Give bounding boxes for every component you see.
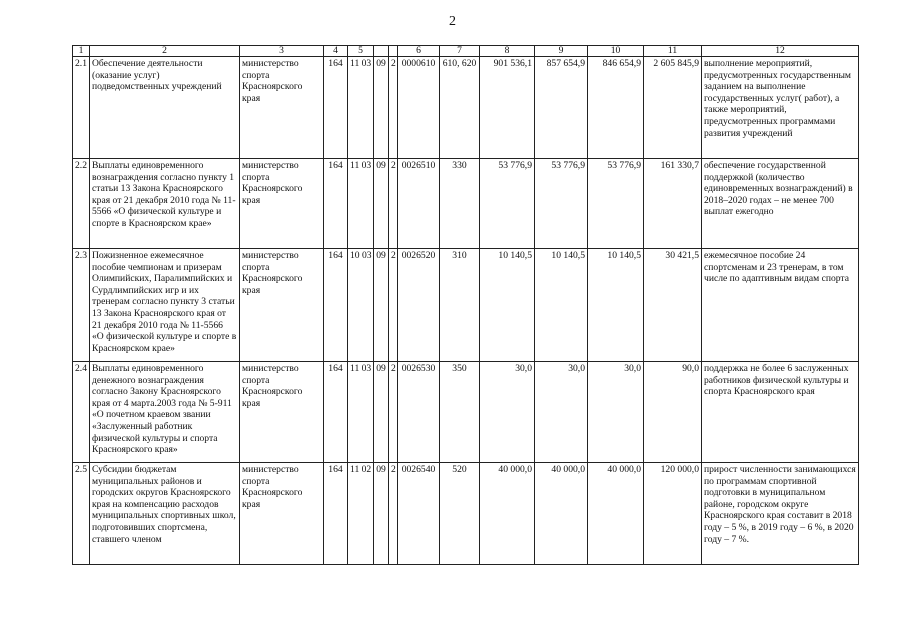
expected-result: обеспечение государственной поддержкой (количество единовременных вознаграждений) в 2018–2020 годах – не менее 700 выплат ежегодно bbox=[702, 159, 859, 249]
code-section: 11 03 bbox=[348, 57, 374, 159]
code-section: 11 03 bbox=[348, 362, 374, 463]
code-subprogram: 2 bbox=[389, 362, 398, 463]
measure-name: Субсидии бюджетам муниципальных районов и городских округов Красноярского края на компенсацию расходов муниципальных спортивных школ, подготовивших спортсмена, ставшего членом bbox=[90, 463, 240, 565]
amount-2019: 857 654,9 bbox=[535, 57, 588, 159]
table-row bbox=[73, 362, 859, 463]
expected-result: ежемесячное пособие 24 спортсменам и 23 тренерам, в том числе по адаптивным видам спорта bbox=[702, 249, 859, 362]
code-expense-type: 610, 620 bbox=[440, 57, 480, 159]
measure-name: Пожизненное ежемесячное пособие чемпионам и призерам Олимпийских, Паралимпийских и Сурдлимпийских игр и их тренерам согласно пункту 3 статьи 13 Закона Красноярского края от 21 декабря 2010 года № 11-5566 «О физической культуре и спорте в Красноярском крае» bbox=[90, 249, 240, 362]
code-grbs: 164 bbox=[324, 463, 348, 565]
amount-2018: 10 140,5 bbox=[480, 249, 535, 362]
code-target: 0026530 bbox=[398, 362, 440, 463]
table-header-row bbox=[73, 46, 859, 57]
code-section: 11 02 bbox=[348, 463, 374, 565]
column-header: 3 bbox=[240, 46, 324, 57]
code-subprogram: 2 bbox=[389, 463, 398, 565]
code-grbs: 164 bbox=[324, 57, 348, 159]
column-header: 6 bbox=[398, 46, 440, 57]
budget-table bbox=[72, 45, 859, 565]
column-header: 8 bbox=[480, 46, 535, 57]
code-target: 0000610 bbox=[398, 57, 440, 159]
code-program: 09 bbox=[374, 362, 389, 463]
code-program: 09 bbox=[374, 159, 389, 249]
table-row bbox=[73, 249, 859, 362]
amount-total: 161 330,7 bbox=[644, 159, 702, 249]
amount-2018: 53 776,9 bbox=[480, 159, 535, 249]
amount-total: 2 605 845,9 bbox=[644, 57, 702, 159]
amount-2019: 40 000,0 bbox=[535, 463, 588, 565]
column-header bbox=[389, 46, 398, 57]
code-expense-type: 310 bbox=[440, 249, 480, 362]
row-number: 2.3 bbox=[73, 249, 90, 362]
code-expense-type: 330 bbox=[440, 159, 480, 249]
amount-2020: 40 000,0 bbox=[588, 463, 644, 565]
amount-2019: 53 776,9 bbox=[535, 159, 588, 249]
expected-result: выполнение мероприятий, предусмотренных государственным заданием на выполнение государственных услуг( работ), а также мероприятий, предусмотренных программами развития учреждений bbox=[702, 57, 859, 159]
code-grbs: 164 bbox=[324, 362, 348, 463]
table-row bbox=[73, 463, 859, 565]
amount-2019: 30,0 bbox=[535, 362, 588, 463]
amount-2020: 846 654,9 bbox=[588, 57, 644, 159]
measure-name: Обеспечение деятельности (оказание услуг) подведомственных учреждений bbox=[90, 57, 240, 159]
column-header: 10 bbox=[588, 46, 644, 57]
page-number: 2 bbox=[449, 14, 456, 29]
amount-2020: 10 140,5 bbox=[588, 249, 644, 362]
table-row bbox=[73, 159, 859, 249]
code-program: 09 bbox=[374, 463, 389, 565]
column-header: 4 bbox=[324, 46, 348, 57]
code-subprogram: 2 bbox=[389, 249, 398, 362]
code-expense-type: 520 bbox=[440, 463, 480, 565]
row-number: 2.1 bbox=[73, 57, 90, 159]
responsible-ministry: министерство спорта Красноярского края bbox=[240, 463, 324, 565]
row-number: 2.4 bbox=[73, 362, 90, 463]
table-row bbox=[73, 57, 859, 159]
column-header: 12 bbox=[702, 46, 859, 57]
column-header: 1 bbox=[73, 46, 90, 57]
column-header: 5 bbox=[348, 46, 374, 57]
amount-2018: 901 536,1 bbox=[480, 57, 535, 159]
amount-2020: 30,0 bbox=[588, 362, 644, 463]
column-header: 2 bbox=[90, 46, 240, 57]
code-subprogram: 2 bbox=[389, 57, 398, 159]
code-program: 09 bbox=[374, 57, 389, 159]
column-header: 7 bbox=[440, 46, 480, 57]
expected-result: прирост численности занимающихся по программам спортивной подготовки в муниципальном районе, городском округе Красноярского края составит в 2018 году – 5 %, в 2019 году – 6 %, в 2020 году – 7 %. bbox=[702, 463, 859, 565]
code-target: 0026520 bbox=[398, 249, 440, 362]
code-grbs: 164 bbox=[324, 159, 348, 249]
amount-total: 90,0 bbox=[644, 362, 702, 463]
expected-result: поддержка не более 6 заслуженных работников физической культуры и спорта Красноярского края bbox=[702, 362, 859, 463]
code-expense-type: 350 bbox=[440, 362, 480, 463]
measure-name: Выплаты единовременного денежного вознаграждения согласно Закону Красноярского края от 4 марта.2003 года № 5-911 «О почетном краевом звании «Заслуженный работник физической культуры и спорта Красноярского края» bbox=[90, 362, 240, 463]
amount-2019: 10 140,5 bbox=[535, 249, 588, 362]
column-header: 11 bbox=[644, 46, 702, 57]
code-section: 11 03 bbox=[348, 159, 374, 249]
responsible-ministry: министерство спорта Красноярского края bbox=[240, 362, 324, 463]
responsible-ministry: министерство спорта Красноярского края bbox=[240, 57, 324, 159]
amount-total: 120 000,0 bbox=[644, 463, 702, 565]
code-grbs: 164 bbox=[324, 249, 348, 362]
measure-name: Выплаты единовременного вознаграждения согласно пункту 1 статьи 13 Закона Красноярского края от 21 декабря 2010 года № 11-5566 «О физической культуре и спорте в Красноярском крае» bbox=[90, 159, 240, 249]
amount-total: 30 421,5 bbox=[644, 249, 702, 362]
code-section: 10 03 bbox=[348, 249, 374, 362]
column-header: 9 bbox=[535, 46, 588, 57]
responsible-ministry: министерство спорта Красноярского края bbox=[240, 159, 324, 249]
amount-2020: 53 776,9 bbox=[588, 159, 644, 249]
amount-2018: 40 000,0 bbox=[480, 463, 535, 565]
row-number: 2.5 bbox=[73, 463, 90, 565]
amount-2018: 30,0 bbox=[480, 362, 535, 463]
code-target: 0026540 bbox=[398, 463, 440, 565]
code-subprogram: 2 bbox=[389, 159, 398, 249]
code-program: 09 bbox=[374, 249, 389, 362]
code-target: 0026510 bbox=[398, 159, 440, 249]
responsible-ministry: министерство спорта Красноярского края bbox=[240, 249, 324, 362]
column-header bbox=[374, 46, 389, 57]
row-number: 2.2 bbox=[73, 159, 90, 249]
